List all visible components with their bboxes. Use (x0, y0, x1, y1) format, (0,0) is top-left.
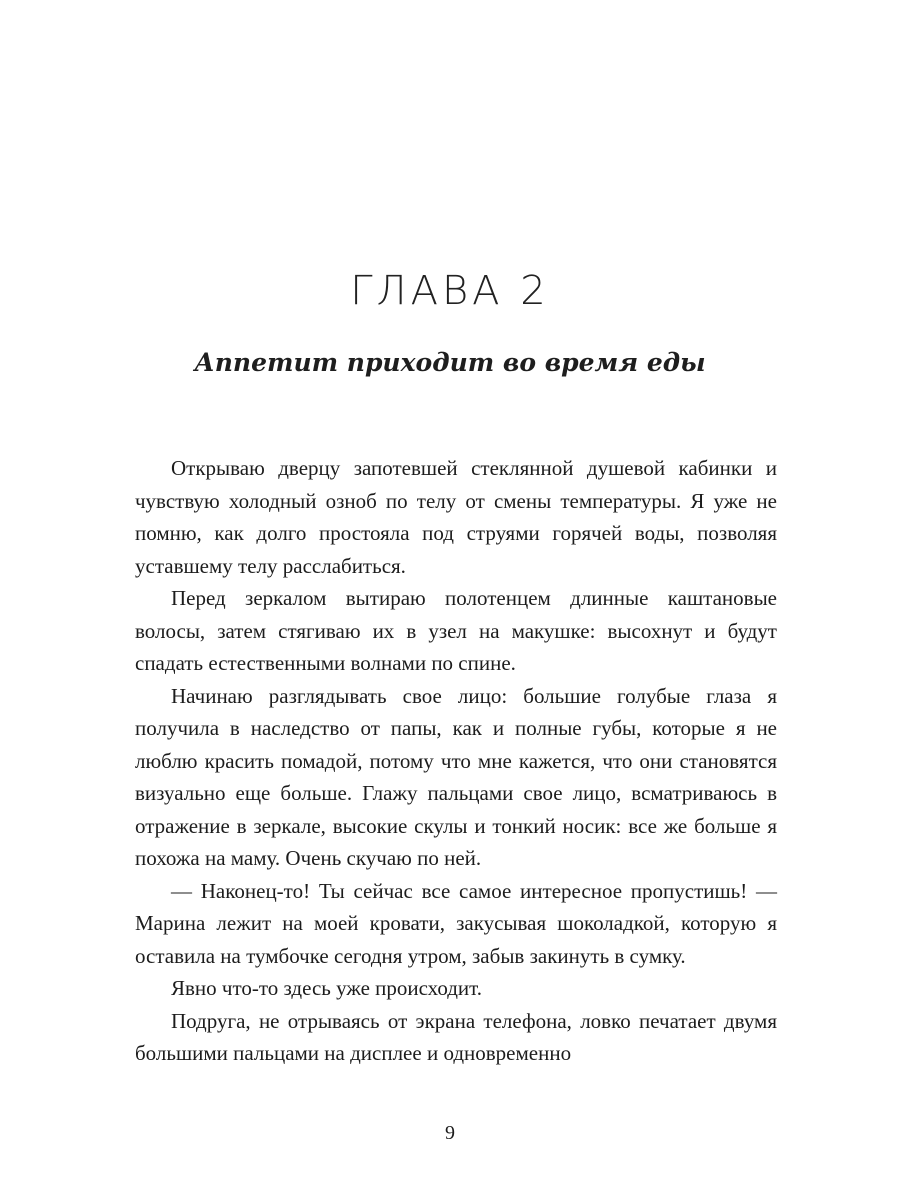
paragraph: — Наконец-то! Ты сейчас все самое интересное пропустишь! — Марина лежит на моей кровати, закусывая шоколадкой, которую я оставила на тумбочке сегодня утром, забыв закинуть в сумку. (135, 878, 777, 968)
page-number: 9 (445, 1122, 455, 1144)
body-text (135, 452, 777, 1070)
paragraph: Явно что-то здесь уже происходит. (171, 976, 483, 1000)
paragraph: Открываю дверцу запотевшей стеклянной душевой кабинки и чувствую холодный озноб по телу от смены температуры. Я уже не помню, как долго простояла под струями горячей воды, позволяя уставшему телу расслабиться. (135, 456, 777, 578)
chapter-title: ГЛАВА 2 (350, 268, 550, 314)
paragraph: Начинаю разглядывать свое лицо: большие голубые глаза я получила в наследство от папы, как и полные губы, которые я не люблю красить помадой, потому что мне кажется, что они становятся визуально еще больше. Глажу пальцами свое лицо, всматриваюсь в отражение в зеркале, высокие скулы и тонкий носик: все же больше я похожа на маму. Очень скучаю по ней. (135, 683, 777, 870)
paragraph: Перед зеркалом вытираю полотенцем длинные каштановые волосы, затем стягиваю их в узел на макушке: высохнут и будут спадать естественными волнами по спине. (135, 586, 777, 675)
chapter-subtitle: Аппетит приходит во время еды (194, 348, 706, 377)
paragraph: Подруга, не отрываясь от экрана телефона, ловко печатает двумя большими пальцами на дисплее и одновременно (135, 1008, 777, 1065)
